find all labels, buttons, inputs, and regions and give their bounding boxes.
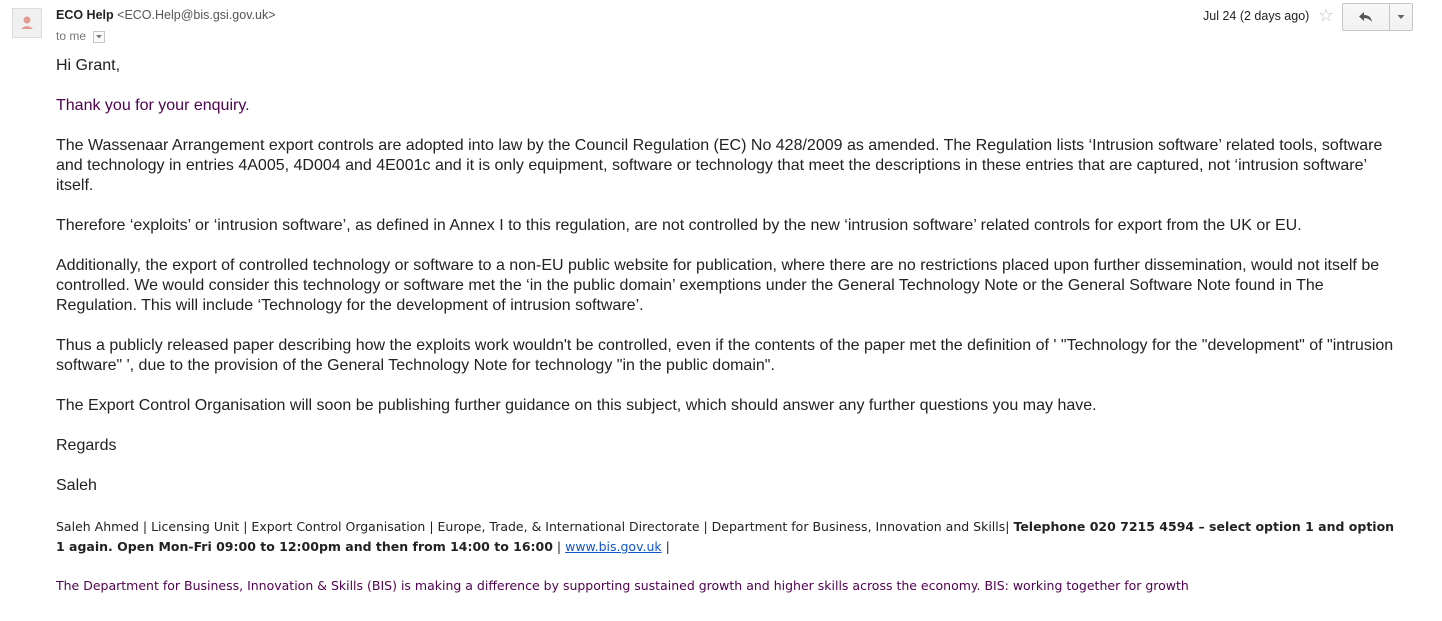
body-paragraph-1: The Wassenaar Arrangement export controls are adopted into law by the Council Regulation (EC) No 428/2009 as amended. The Regulation lists ‘Intrusion software’ related tools, software and technology in entries 4A005, 4D004 and 4E001c and it is only equipment, software or technology that meet the descriptions in these entries that are captured, not ‘intrusion software’ itself. (56, 137, 1383, 194)
signature-details: Saleh Ahmed | Licensing Unit | Export Control Organisation | Europe, Trade, & International Directorate | Department for Business, Innovation and Skills| (56, 519, 1014, 534)
person-avatar-icon (13, 9, 41, 37)
reply-button[interactable] (1342, 3, 1390, 31)
reply-arrow-icon (1358, 11, 1374, 23)
sender-email: <ECO.Help@bis.gsi.gov.uk> (117, 8, 276, 22)
greeting: Hi Grant, (56, 57, 121, 74)
body-paragraph-2: Therefore ‘exploits’ or ‘intrusion software’, as defined in Annex I to this regulation, are not controlled by the new ‘intrusion software’ related controls for export from the UK or EU. (56, 217, 1302, 234)
footer-disclaimer: The Department for Business, Innovation & Skills (BIS) is making a difference by supporting sustained growth and higher skills across the economy. BIS: working together for growth (56, 578, 1189, 593)
sender-name[interactable]: ECO Help (56, 8, 114, 22)
reply-button-group (1342, 3, 1413, 31)
sender-avatar (12, 8, 42, 38)
message-date: Jul 24 (2 days ago) (1203, 9, 1310, 23)
signature-website-link[interactable]: www.bis.gov.uk (565, 539, 662, 554)
signature-block (56, 517, 1401, 557)
recipient-label: to me (56, 29, 87, 43)
sign-off: Regards (56, 437, 117, 454)
details-dropdown-button[interactable] (93, 31, 105, 43)
body-paragraph-4: Thus a publicly released paper describing how the exploits work wouldn't be controlled, even if the contents of the paper met the definition of ' "Technology for the "development" of "intrusion software" ', due to the provision of the General Technology Note for technology "in the public domain". (56, 337, 1394, 374)
chevron-down-icon (95, 34, 103, 40)
sender-signature-name: Saleh (56, 477, 97, 494)
message-body (56, 56, 1406, 516)
signature-telephone: Telephone 020 7215 4594 – select option 1 and option 1 again. Open Mon-Fri 09:00 to 12:00pm and then from 14:00 to 16:00 (56, 519, 1395, 554)
thanks-paragraph: Thank you for your enquiry. (56, 97, 250, 114)
dropdown-arrow-icon (1397, 14, 1405, 20)
signature-trail: | (661, 539, 670, 554)
body-paragraph-5: The Export Control Organisation will soon be publishing further guidance on this subject, which should answer any further questions you may have. (56, 397, 1097, 414)
more-options-button[interactable] (1390, 3, 1413, 31)
body-paragraph-3: Additionally, the export of controlled technology or software to a non-EU public website for publication, where there are no restrictions placed upon further dissemination, would not itself be controlled. We would consider this technology or software met the ‘in the public domain’ exemptions under the General Technology Note or the General Software Note found in The Regulation. This will include ‘Technology for the development of intrusion software’. (56, 257, 1380, 314)
sender-line (56, 8, 276, 22)
recipient-line (56, 29, 105, 43)
signature-separator: | (552, 539, 566, 554)
star-icon[interactable]: ☆ (1318, 5, 1335, 25)
